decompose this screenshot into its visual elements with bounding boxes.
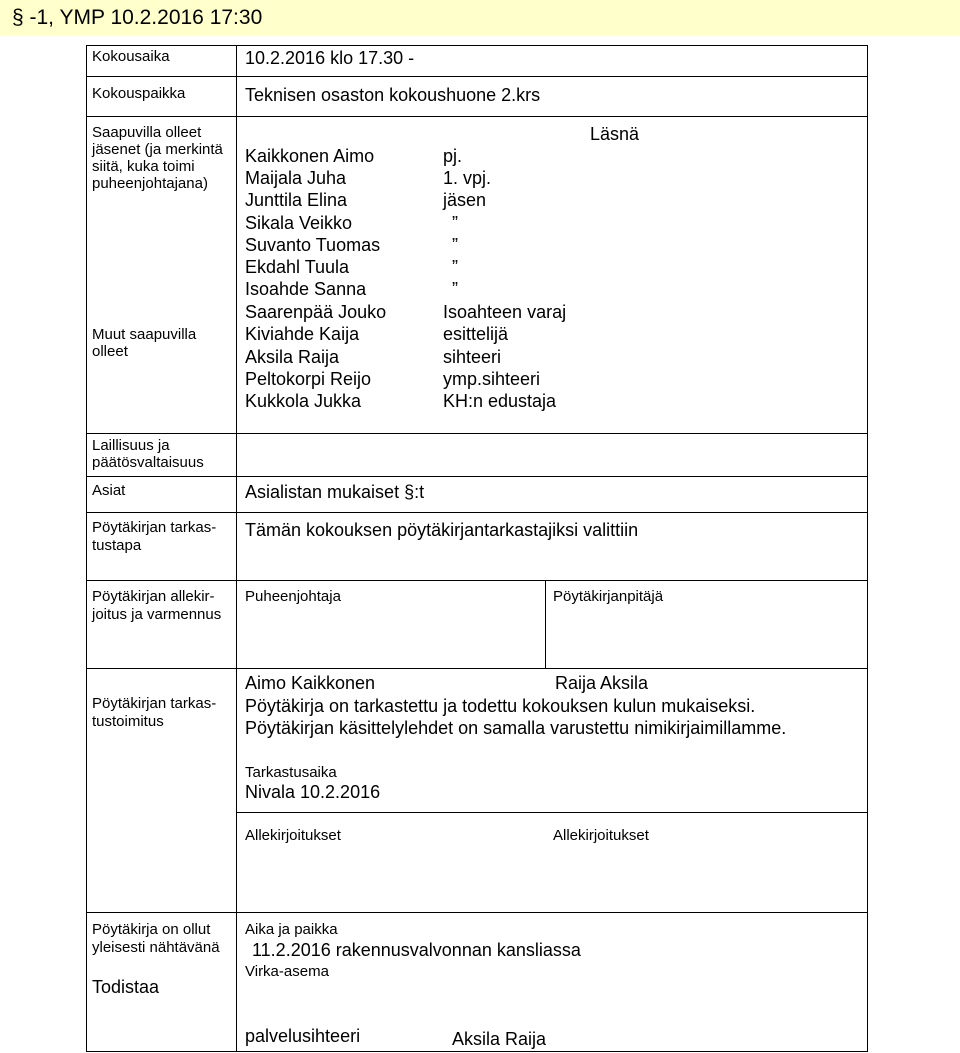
members-label-line: siitä, kuka toimi — [92, 158, 195, 175]
column-divider — [867, 45, 868, 1052]
certify-label: Todistaa — [92, 977, 160, 997]
other-name: Kiviahde Kaija — [245, 324, 360, 344]
member-name: Ekdahl Tuula — [245, 257, 350, 277]
signatures-label: Allekirjoitukset — [245, 827, 341, 844]
row-divider — [86, 912, 868, 913]
members-label-line: puheenjohtajana) — [92, 175, 208, 192]
column-divider — [86, 45, 87, 1052]
row-divider — [86, 1051, 868, 1052]
member-name: Junttila Elina — [245, 190, 348, 210]
row-divider — [86, 45, 868, 46]
signatures-label: Allekirjoitukset — [553, 827, 649, 844]
meeting-place-label: Kokouspaikka — [92, 85, 186, 102]
others-label-line: olleet — [92, 343, 128, 360]
meeting-place-value: Teknisen osaston kokoushuone 2.krs — [245, 85, 541, 105]
other-name: Peltokorpi Reijo — [245, 369, 372, 389]
member-role: Isoahteen varaj — [443, 302, 567, 322]
other-role: esittelijä — [443, 324, 509, 344]
other-role: ymp.sihteeri — [443, 369, 541, 389]
row-divider — [236, 812, 868, 813]
inspection-label-line: Pöytäkirjan tarkas- — [92, 695, 217, 712]
members-label-line: Saapuvilla olleet — [92, 124, 202, 141]
inspection-method-label-line: tustapa — [92, 537, 142, 554]
member-name: Isoahde Sanna — [245, 279, 367, 299]
other-name: Kukkola Jukka — [245, 391, 362, 411]
member-name: Sikala Veikko — [245, 213, 353, 233]
other-name: Aksila Raija — [245, 347, 340, 367]
member-name: Saarenpää Jouko — [245, 302, 387, 322]
chair-name: Aimo Kaikkonen — [245, 673, 376, 693]
public-label-line: yleisesti nähtävänä — [92, 939, 220, 956]
member-role: ” — [452, 213, 458, 233]
meeting-time-value: 10.2.2016 klo 17.30 - — [245, 48, 415, 68]
inspection-statement: Pöytäkirja on tarkastettu ja todettu kokouksen kulun mukaiseksi. — [245, 696, 756, 716]
signer-name: Aksila Raija — [452, 1029, 547, 1049]
inspection-time-value: Nivala 10.2.2016 — [245, 782, 381, 802]
member-role: ” — [452, 279, 458, 299]
matters-label: Asiat — [92, 482, 126, 499]
time-place-value: 11.2.2016 rakennusvalvonnan kansliassa — [252, 940, 581, 960]
member-name: Maijala Juha — [245, 168, 347, 188]
signing-label-line: joitus ja varmennus — [92, 606, 222, 623]
inspection-label-line: tustoimitus — [92, 713, 164, 730]
row-divider — [86, 476, 868, 477]
other-role: sihteeri — [443, 347, 502, 367]
inspection-statement: Pöytäkirjan käsittelylehdet on samalla varustettu nimikirjaimillamme. — [245, 718, 787, 738]
legality-label-line: Laillisuus ja — [92, 437, 170, 454]
member-role: jäsen — [443, 190, 487, 210]
row-divider — [86, 433, 868, 434]
member-role: 1. vpj. — [443, 168, 492, 188]
section-title: § -1, YMP 10.2.2016 17:30 — [12, 6, 263, 29]
member-role: pj. — [443, 146, 463, 166]
other-role: KH:n edustaja — [443, 391, 557, 411]
member-role: ” — [452, 257, 458, 277]
member-name: Suvanto Tuomas — [245, 235, 381, 255]
member-role: ” — [452, 235, 458, 255]
inspection-method-label-line: Pöytäkirjan tarkas- — [92, 519, 217, 536]
row-divider — [86, 668, 868, 669]
position-label: Virka-asema — [245, 963, 329, 980]
meeting-time-label: Kokousaika — [92, 48, 170, 65]
row-divider — [86, 580, 868, 581]
secretary-label: Pöytäkirjanpitäjä — [553, 588, 664, 605]
public-label-line: Pöytäkirja on ollut — [92, 921, 211, 938]
column-divider — [545, 580, 546, 668]
column-divider — [236, 45, 237, 1052]
legality-label-line: päätösvaltaisuus — [92, 454, 204, 471]
present-header: Läsnä — [590, 124, 640, 144]
chair-label: Puheenjohtaja — [245, 588, 341, 605]
member-name: Kaikkonen Aimo — [245, 146, 375, 166]
position-value: palvelusihteeri — [245, 1026, 361, 1046]
row-divider — [86, 76, 868, 77]
inspection-time-label: Tarkastusaika — [245, 764, 337, 781]
secretary-name: Raija Aksila — [555, 673, 649, 693]
members-label-line: jäsenet (ja merkintä — [92, 141, 223, 158]
signing-label-line: Pöytäkirjan allekir- — [92, 588, 215, 605]
others-label-line: Muut saapuvilla — [92, 326, 197, 343]
time-place-label: Aika ja paikka — [245, 921, 338, 938]
row-divider — [86, 512, 868, 513]
matters-value: Asialistan mukaiset §:t — [245, 482, 425, 502]
row-divider — [86, 116, 868, 117]
inspection-method-value: Tämän kokouksen pöytäkirjantarkastajiksi valittiin — [245, 520, 639, 540]
